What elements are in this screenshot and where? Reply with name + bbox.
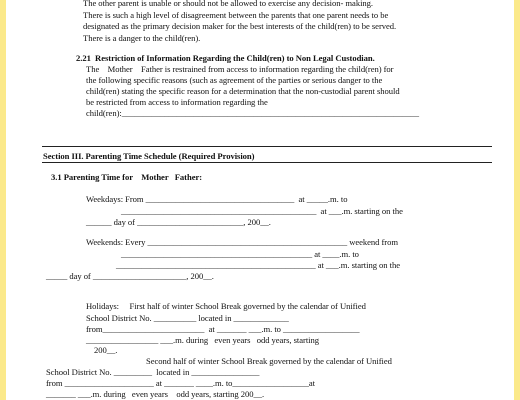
weekdays-line-3: ______ day of _________________________, 200__. <box>86 217 271 227</box>
weekends-line-1: Weekends: Every _______________________________________________ weekend from <box>86 237 398 247</box>
section-rule-bottom <box>42 162 492 163</box>
option-line-3: designated as the primary decision maker for the best interests of the child(ren) to be served. <box>83 21 397 31</box>
section-2-21-line-5: child(ren):______________________________________________________________________ <box>86 108 419 118</box>
document-page <box>6 0 514 400</box>
second-half-line-2: School District No. _________ located in ________________ <box>46 367 260 377</box>
weekdays-line-2: ______________________________________________ at ___.m. starting on the <box>121 206 403 216</box>
holidays-line-3: from________________________ at _______ ___.m. to __________________ <box>86 324 360 334</box>
weekends-line-4: _____ day of ______________________, 200__. <box>46 271 214 281</box>
weekends-line-2: _____________________________________________ at ____.m. to <box>121 249 359 259</box>
weekdays-line-1: Weekdays: From ___________________________________ at _____.m. to <box>86 194 348 204</box>
section-2-21-heading: 2.21 Restriction of Information Regarding the Child(ren) to Non Legal Custodian. <box>76 53 375 63</box>
holidays-line-5: 200__. <box>94 345 118 355</box>
section-2-21-line-2: the following specific reasons (such as agreement of the parties or serious danger to the <box>86 75 383 85</box>
second-half-line-3: from _____________________ at _______ ____.m. to__________________at <box>46 378 315 388</box>
holidays-line-4: _________________ ___.m. during even years odd years, starting <box>86 335 319 345</box>
second-half-line-1: Second half of winter School Break governed by the calendar of Unified <box>146 356 392 366</box>
holidays-line-2: School District No. __________ located in _____________ <box>86 313 289 323</box>
section-rule-top <box>42 146 492 147</box>
subsection-3-1-heading: 3.1 Parenting Time for Mother Father: <box>51 172 203 182</box>
option-line-2: There is such a high level of disagreement between the parents that one parent needs to be <box>83 10 389 20</box>
section-2-21-line-1: The Mother Father is restrained from access to information regarding the child(ren) for <box>86 64 394 74</box>
option-line-1: The other parent is unable or should not be allowed to exercise any decision- making. <box>83 0 373 8</box>
section-2-21-line-4: be restricted from access to information regarding the <box>86 97 268 107</box>
weekends-line-3: _______________________________________________ at ___.m. starting on the <box>116 260 400 270</box>
holidays-line-1: Holidays: First half of winter School Break governed by the calendar of Unified <box>86 301 366 311</box>
second-half-line-4: _______ ___.m. during even years odd years, starting 200__. <box>46 389 265 399</box>
option-line-4: There is a danger to the child(ren). <box>83 33 201 43</box>
section-3-heading: Section III. Parenting Time Schedule (Required Provision) <box>43 151 255 161</box>
section-2-21-line-3: child(ren) stating the specific reason for a determination that the non-custodial parent should <box>86 86 400 96</box>
